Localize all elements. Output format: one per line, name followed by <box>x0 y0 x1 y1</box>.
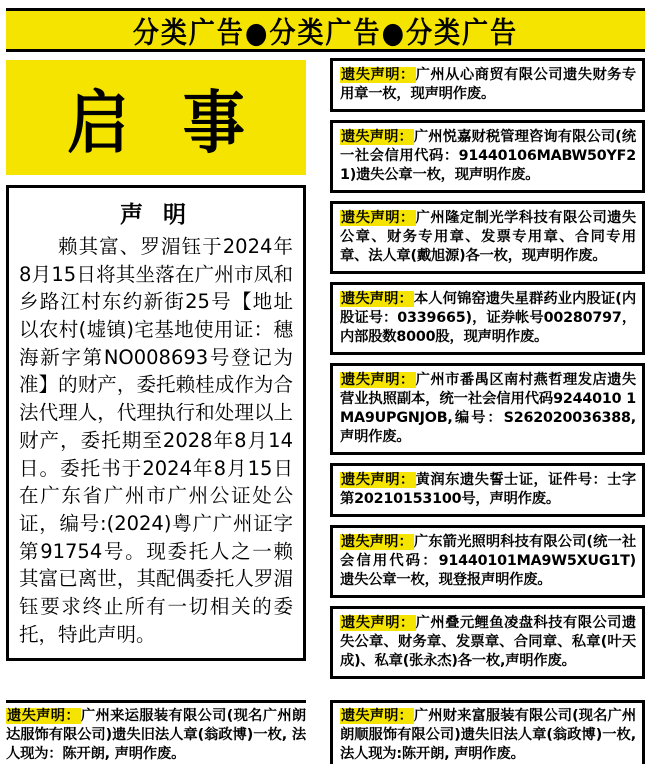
classified-ads-banner <box>6 8 645 52</box>
masthead-title: 启 事 <box>67 82 261 164</box>
bottom-left-notice-label: 遗失声明： <box>7 708 80 724</box>
loss-notice-text <box>340 533 636 590</box>
banner-text: 分类广告●分类广告●分类广告 <box>132 16 519 50</box>
masthead-block <box>6 60 306 175</box>
loss-notice <box>330 58 645 112</box>
loss-notice-text <box>340 371 636 447</box>
loss-notice-label: 遗失声明： <box>341 534 413 550</box>
loss-notice-text <box>340 614 636 671</box>
loss-notice <box>330 120 645 193</box>
loss-notice-label: 遗失声明： <box>341 472 415 488</box>
loss-notice-body: 本人何锦窑遗失星群药业内股证(内股证号：0339665)，证券帐号00280797，内部股数8000股，现声明作废。 <box>340 291 636 345</box>
loss-notice-text <box>340 471 636 509</box>
right-column <box>330 58 645 687</box>
loss-notice-body: 广州从心商贸有限公司遗失财务专用章一枚，现声明作废。 <box>340 67 637 102</box>
loss-notice <box>330 525 645 598</box>
loss-notice-label: 遗失声明： <box>341 291 413 307</box>
bottom-right-notice-text <box>340 707 636 764</box>
loss-notice-text <box>340 209 636 266</box>
left-column <box>6 60 306 661</box>
bottom-left-notice <box>6 700 306 764</box>
loss-notice-body: 广东箭光照明科技有限公司(统一社会信用代码：91440101MA9W5XUG1T)遗失公章一枚，现登报声明作废。 <box>340 534 636 588</box>
loss-notice <box>330 363 645 455</box>
bottom-left-notice-body: 广州来运服装有限公司(现名广州朗达服饰有限公司)遗失旧法人章(翁政博)一枚, 法人现为：陈开朗, 声明作废。 <box>6 708 306 762</box>
statement-notice <box>6 185 306 661</box>
loss-notice-body: 广州叠元鲤鱼凌盘科技有限公司遗失公章、财务章、发票章、合同章、私章(叶天成)、私章(张永杰)各一枚,声明作废。 <box>340 615 637 669</box>
loss-notice-text <box>340 290 636 347</box>
loss-notice-body: 黄润东遗失誓士证，证件号：士字第20210153100号，声明作废。 <box>340 472 637 507</box>
loss-notice <box>330 201 645 274</box>
loss-notice <box>330 282 645 355</box>
loss-notice-label: 遗失声明： <box>341 615 415 631</box>
bottom-right-notice-body: 广州财来富服装有限公司(现名广州朗顺服饰有限公司)遗失旧法人章(翁政博)一枚, 法人现为:陈开朗, 声明作废。 <box>340 708 636 762</box>
statement-body: 赖其富、罗湄钰于2024年8月15日将其坐落在广州市凤和乡路江村东约新街25号【地址以农村(墟镇)宅基地使用证：穗海新字第NO008693号登记为准】的财产，委托赖桂成作为合法代理人，代理执行和处理以上财产，委托期至2028年8月14日。委托书于2024年8月15日在广东省广州市广州公证处公证，编号:(2024)粤广广州证字第91754号。现委托人之一赖其富已离世，其配偶委托人罗湄钰要求终止所有一切相关的委托，特此声明。 <box>19 235 293 646</box>
bottom-right-notice-label: 遗失声明： <box>341 708 413 724</box>
loss-notice-label: 遗失声明： <box>341 210 415 226</box>
bottom-left-notice-text <box>6 707 306 764</box>
loss-notice <box>330 606 645 679</box>
loss-notice-body: 广州隆定制光学科技有限公司遗失公章、财务专用章、发票专用章、合同专用章、法人章(戴旭源)各一枚，现声明作废。 <box>340 210 637 264</box>
loss-notice-body: 广州悦嘉财税管理咨询有限公司(统一社会信用代码：91440106MABW50YF21)遗失公章一枚，现声明作废。 <box>340 129 636 183</box>
loss-notice <box>330 463 645 517</box>
loss-notice-label: 遗失声明： <box>341 67 415 83</box>
loss-notice-text <box>340 128 636 185</box>
bottom-right-notice <box>330 700 645 764</box>
loss-notice-text <box>340 66 636 104</box>
statement-title: 声 明 <box>119 202 192 228</box>
loss-notice-body: 广州市番禺区南村燕哲理发店遗失营业执照副本，统一社会信用代码9244010 1MA9UPGNJOB,编号：S262020036388,声明作废。 <box>340 372 637 445</box>
loss-notice-label: 遗失声明： <box>341 129 413 145</box>
loss-notice-label: 遗失声明： <box>341 372 415 388</box>
